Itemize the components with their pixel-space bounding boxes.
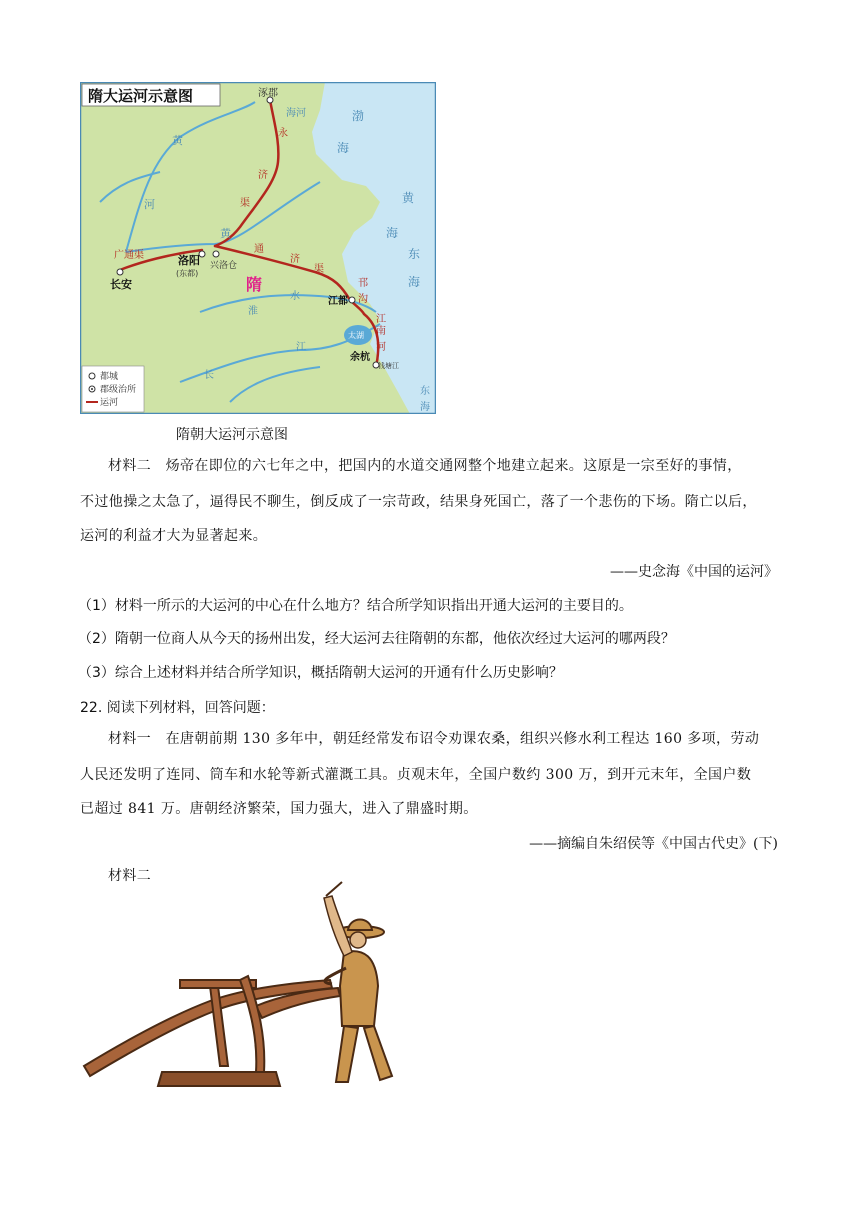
q22-heading: 22. 阅读下列材料，回答问题： (80, 700, 275, 716)
legend-canal: 运河 (100, 398, 119, 408)
material2-line2: 不过他操之太急了，逼得民不聊生，倒反成了一宗苛政，结果身死国亡，落了一个悲伤的下场。隋亡以后， (80, 494, 757, 510)
question-3: （3）综合上述材料并结合所学知识，概括隋朝大运河的开通有什么历史影响？ (78, 665, 563, 681)
material2-line3: 运河的利益才大为显著起来。 (80, 528, 268, 544)
label-yangtze-2: 江 (296, 342, 306, 353)
label-donghai-1: 东 (408, 247, 421, 261)
q22-material1-line2: 人民还发明了连同、筒车和水轮等新式灌溉工具。贞观末年，全国户数约 300 万，到开元末年，全国户数 (80, 767, 752, 783)
q22-material1-line3: 已超过 841 万。唐朝经济繁荣，国力强大，进入了鼎盛时期。 (80, 801, 478, 817)
label-qiantang: 钱塘江 (378, 362, 399, 370)
label-sui: 隋 (246, 275, 263, 294)
label-donghai-4: 海 (420, 402, 430, 413)
label-huanghai-2: 海 (386, 226, 399, 240)
label-huai-1: 淮 (248, 306, 258, 317)
label-guangtong: 广通渠 (114, 250, 144, 261)
label-tongji-3: 渠 (314, 264, 324, 275)
q22-material2-label: 材料二 (108, 868, 152, 884)
label-donghai-2: 海 (408, 275, 421, 289)
label-luoyang: 洛阳 (178, 254, 200, 267)
q22-material1-source: ——摘编自朱绍侯等《中国古代史》(下) (529, 836, 778, 852)
label-bohai-1: 渤 (352, 109, 365, 123)
label-donghai-3: 东 (420, 386, 430, 397)
label-jiangnan-3: 河 (376, 342, 386, 353)
label-huanghe-2: 河 (144, 198, 155, 211)
label-xingluocang: 兴洛仓 (210, 261, 238, 271)
label-yongji-1: 永 (278, 128, 288, 139)
plow-icon (84, 976, 340, 1086)
map-legend (82, 366, 144, 412)
label-huanghe-mid: 黄 (220, 227, 231, 240)
farmer-icon (324, 882, 392, 1082)
label-zhuojun: 涿郡 (258, 88, 278, 99)
label-yongji-2: 济 (258, 170, 268, 181)
label-huai-2: 水 (290, 291, 300, 302)
label-huanghai-1: 黄 (402, 191, 415, 205)
sui-grand-canal-map (80, 82, 436, 414)
label-bohai-2: 海 (337, 141, 350, 155)
label-jiangdu: 江都 (328, 296, 348, 307)
question-2: （2）隋朝一位商人从今天的扬州出发，经大运河去往隋朝的东都，他依次经过大运河的哪两段？ (78, 631, 675, 647)
q22-material1-line1: 材料一 在唐朝前期 130 多年中，朝廷经常发布诏令劝课农桑，组织兴修水利工程达 160 多项，劳动 (108, 731, 760, 747)
question-1: （1）材料一所示的大运河的中心在什么地方？结合所学知识指出开通大运河的主要目的。 (78, 598, 633, 614)
map-title: 隋大运河示意图 (88, 87, 194, 105)
label-hangou-2: 沟 (358, 294, 368, 305)
label-yangtze-1: 长 (204, 370, 214, 381)
label-changan: 长安 (110, 278, 132, 291)
label-dongdu: (东都) (176, 269, 199, 278)
material2-line1: 材料二 炀帝在即位的六七年之中，把国内的水道交通网整个地建立起来。这原是一宗至好的事情， (108, 458, 742, 474)
label-huanghe-1: 黄 (172, 134, 183, 147)
label-haihe: 海河 (286, 108, 306, 119)
label-jiangnan-1: 江 (376, 314, 386, 325)
legend-capital: 都城 (100, 372, 119, 382)
material2-source: ——史念海《中国的运河》 (610, 564, 778, 580)
label-yuhang: 余杭 (350, 352, 370, 363)
map-caption: 隋朝大运河示意图 (176, 427, 288, 443)
label-taihu: 太湖 (348, 331, 364, 340)
legend-county: 郡级治所 (100, 385, 137, 395)
label-tongji-2: 济 (290, 254, 300, 265)
label-yongji-3: 渠 (240, 198, 250, 209)
label-jiangnan-2: 南 (376, 326, 386, 337)
quyuan-plow-illustration (80, 876, 420, 1096)
label-tongji-1: 通 (254, 244, 264, 255)
label-hangou-1: 邗 (358, 278, 368, 289)
